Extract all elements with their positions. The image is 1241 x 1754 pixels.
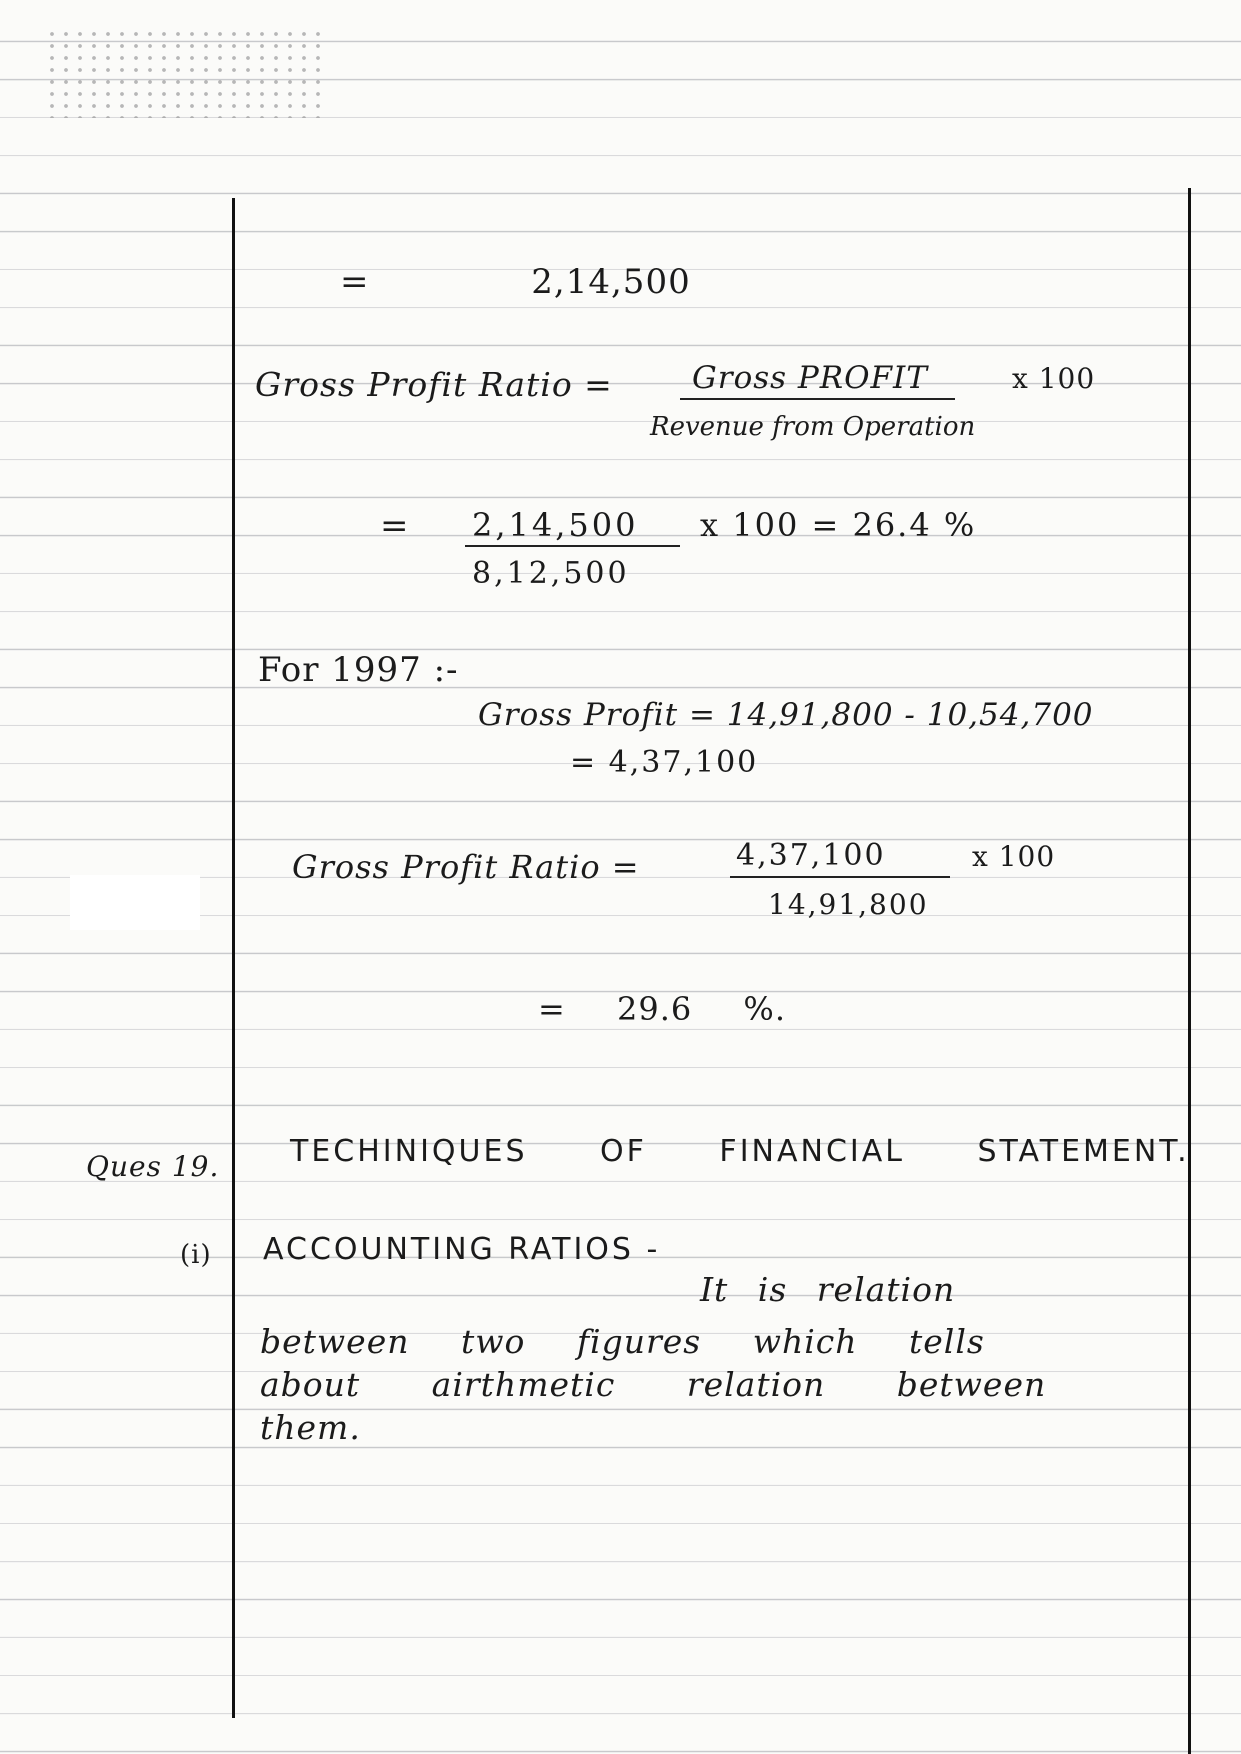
- gp-ratio-multiplier: x 100: [1012, 362, 1096, 395]
- gp-ratio-fraction-bar: [680, 398, 955, 400]
- gross-profit-1997-result: = 4,37,100: [570, 745, 759, 780]
- gp-ratio-1997-denominator: 14,91,800: [768, 888, 929, 921]
- calc1-numerator: 2,14,500: [472, 506, 639, 544]
- year-heading: For 1997 :-: [258, 650, 459, 690]
- item-text-line-3: about airthmetic relation between: [260, 1365, 1047, 1404]
- gp-ratio-1997-label: Gross Profit Ratio =: [292, 848, 640, 886]
- item-text-line-4: them.: [260, 1408, 361, 1447]
- calc1-denominator: 8,12,500: [472, 556, 630, 591]
- question-number: Ques 19.: [86, 1150, 220, 1183]
- question-heading: TECHINIQUES OF FINANCIAL STATEMENT.: [290, 1134, 1190, 1169]
- gp-ratio-1997-numerator: 4,37,100: [736, 838, 886, 873]
- gp-ratio-numerator: Gross PROFIT: [692, 360, 928, 396]
- left-margin-line: [232, 198, 235, 1718]
- gp-ratio-1997-result: = 29.6 %.: [538, 990, 786, 1028]
- item-number: (i): [180, 1240, 212, 1270]
- gp-ratio-1997-fraction-bar: [730, 876, 950, 878]
- whiteout-patch: [70, 875, 200, 930]
- punch-holes: [45, 28, 325, 118]
- gp-ratio-1997-multiplier: x 100: [972, 840, 1056, 873]
- gp-ratio-denominator: Revenue from Operation: [650, 412, 976, 442]
- right-margin-line: [1188, 188, 1191, 1754]
- calc1-result: x 100 = 26.4 %: [700, 506, 977, 544]
- calc1-equals: =: [380, 506, 410, 546]
- calc1-fraction-bar: [465, 545, 680, 547]
- item-title: ACCOUNTING RATIOS -: [263, 1232, 661, 1267]
- total-line: = 2,14,500: [340, 262, 691, 302]
- item-text-line-2: between two figures which tells: [260, 1322, 985, 1361]
- gp-ratio-label: Gross Profit Ratio =: [255, 365, 613, 404]
- item-text-line-1: It is relation: [700, 1270, 956, 1309]
- gross-profit-1997: Gross Profit = 14,91,800 - 10,54,700: [478, 697, 1094, 733]
